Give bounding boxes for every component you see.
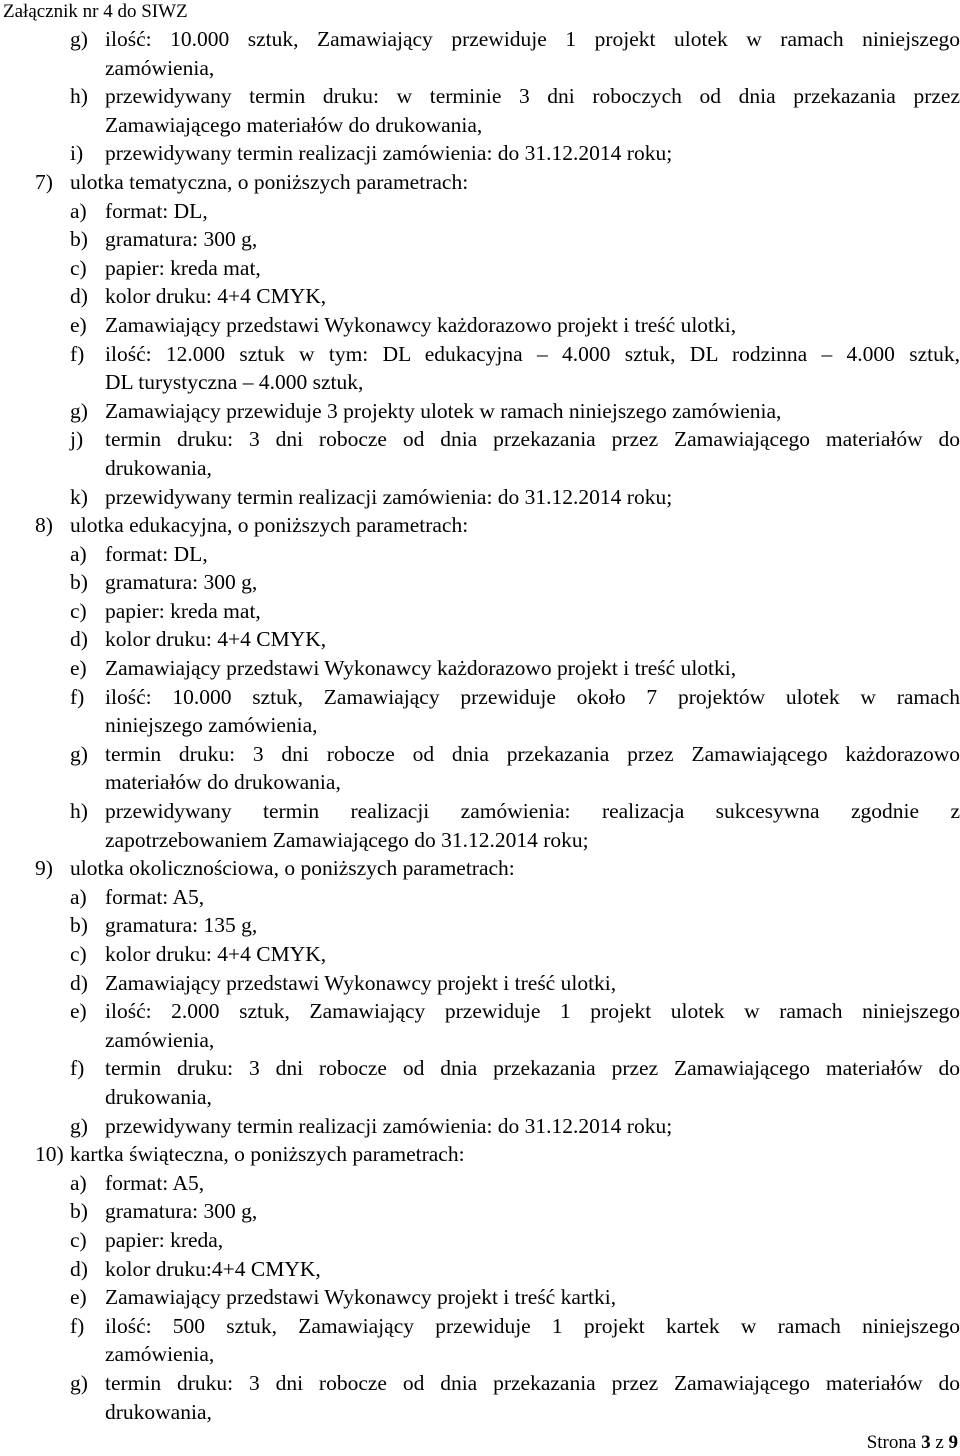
list-item-label: d) bbox=[70, 970, 88, 995]
list-item bbox=[0, 740, 960, 769]
list-item bbox=[0, 997, 960, 1026]
list-item-text: ulotka tematyczna, o poniższych parametrach: bbox=[70, 169, 469, 194]
list-item bbox=[0, 597, 960, 626]
list-item-label: h) bbox=[70, 84, 88, 109]
list-item bbox=[0, 25, 960, 54]
list-item bbox=[0, 797, 960, 826]
list-item bbox=[0, 854, 960, 883]
list-item-label: a) bbox=[70, 541, 87, 566]
list-item bbox=[0, 168, 960, 197]
list-item bbox=[0, 911, 960, 940]
list-item-text: kartka świąteczna, o poniższych parametrach: bbox=[70, 1142, 465, 1167]
list-item-text: przewidywany termin realizacji zamówienia: do 31.12.2014 roku; bbox=[105, 141, 673, 166]
footer-total-pages: 9 bbox=[948, 1432, 958, 1453]
list-item bbox=[0, 711, 960, 740]
list-item-text: gramatura: 300 g, bbox=[105, 570, 258, 595]
list-item-text: termin druku: 3 dni robocze od dnia przekazania przez Zamawiającego materiałów do bbox=[105, 1056, 960, 1081]
list-item bbox=[0, 1112, 960, 1141]
list-item bbox=[0, 1255, 960, 1284]
list-item bbox=[0, 540, 960, 569]
list-item bbox=[0, 82, 960, 111]
list-item bbox=[0, 969, 960, 998]
list-item-text: termin druku: 3 dni robocze od dnia przekazania przez Zamawiającego materiałów do bbox=[105, 427, 960, 452]
list-item-label: c) bbox=[70, 255, 87, 280]
list-item-continuation: zapotrzebowaniem Zamawiającego do 31.12.2014 roku; bbox=[105, 827, 589, 852]
footer-page-number: 3 bbox=[921, 1432, 931, 1453]
list-item-label: k) bbox=[70, 484, 88, 509]
list-item-text: termin druku: 3 dni robocze od dnia przekazania przez Zamawiającego każdorazowo bbox=[105, 741, 960, 766]
list-item bbox=[0, 654, 960, 683]
list-item bbox=[0, 111, 960, 140]
list-item-label: g) bbox=[70, 1113, 88, 1138]
list-item-text: Zamawiający przedstawi Wykonawcy każdorazowo projekt i treść ulotki, bbox=[105, 312, 737, 337]
list-item bbox=[0, 340, 960, 369]
list-item-label: b) bbox=[70, 570, 88, 595]
list-item-text: przewidywany termin realizacji zamówienia: do 31.12.2014 roku; bbox=[105, 1113, 673, 1138]
list-item-text: przewidywany termin realizacji zamówienia: do 31.12.2014 roku; bbox=[105, 484, 673, 509]
list-item-continuation: zamówienia, bbox=[105, 55, 215, 80]
list-item bbox=[0, 1083, 960, 1112]
list-item bbox=[0, 1369, 960, 1398]
list-item bbox=[0, 1283, 960, 1312]
footer-prefix: Strona bbox=[866, 1432, 922, 1453]
list-item-text: Zamawiający przedstawi Wykonawcy projekt i treść ulotki, bbox=[105, 970, 617, 995]
list-item bbox=[0, 54, 960, 83]
list-item-label: f) bbox=[70, 1313, 85, 1338]
list-item bbox=[0, 883, 960, 912]
list-item-text: Zamawiający przedstawi Wykonawcy projekt i treść kartki, bbox=[105, 1285, 617, 1310]
list-item-text: kolor druku:4+4 CMYK, bbox=[105, 1256, 321, 1281]
list-item-text: papier: kreda, bbox=[105, 1227, 224, 1252]
list-item-continuation: materiałów do drukowania, bbox=[105, 770, 341, 795]
list-item-label: a) bbox=[70, 198, 87, 223]
list-item-text: ilość: 12.000 sztuk w tym: DL edukacyjna – 4.000 sztuk, DL rodzinna – 4.000 sztuk, bbox=[105, 341, 960, 366]
list-item-continuation: Zamawiającego materiałów do drukowania, bbox=[105, 112, 483, 137]
list-item bbox=[0, 1340, 960, 1369]
list-item-text: przewidywany termin realizacji zamówienia: realizacja sukcesywna zgodnie z bbox=[105, 799, 960, 824]
list-item-text: przewidywany termin druku: w terminie 3 dni roboczych od dnia przekazania przez bbox=[105, 84, 960, 109]
list-item bbox=[0, 1226, 960, 1255]
list-item bbox=[0, 483, 960, 512]
list-item bbox=[0, 568, 960, 597]
list-item bbox=[0, 425, 960, 454]
list-item-label: e) bbox=[70, 999, 87, 1024]
list-item-text: format: DL, bbox=[105, 541, 208, 566]
list-item-label: g) bbox=[70, 27, 88, 51]
list-item-text: ilość: 2.000 sztuk, Zamawiający przewiduje 1 projekt ulotek w ramach niniejszego bbox=[105, 999, 960, 1024]
list-item-continuation: drukowania, bbox=[105, 1399, 212, 1424]
list-item bbox=[0, 1026, 960, 1055]
list-item-continuation: drukowania, bbox=[105, 455, 212, 480]
list-item-label: f) bbox=[70, 1056, 85, 1081]
list-item bbox=[0, 1312, 960, 1341]
list-item-label: g) bbox=[70, 1370, 88, 1395]
list-item-label: b) bbox=[70, 1199, 88, 1224]
list-item-text: ulotka edukacyjna, o poniższych parametrach: bbox=[70, 513, 469, 538]
list-item-label: c) bbox=[70, 1227, 87, 1252]
list-item-label: d) bbox=[70, 1256, 88, 1281]
list-item-label: e) bbox=[70, 1285, 87, 1310]
list-item-text: ilość: 10.000 sztuk, Zamawiający przewiduje około 7 projektów ulotek w ramach bbox=[105, 684, 960, 709]
list-item bbox=[0, 768, 960, 797]
list-item-text: papier: kreda mat, bbox=[105, 598, 261, 623]
list-item-continuation: zamówienia, bbox=[105, 1342, 215, 1367]
list-item-label: j) bbox=[70, 427, 84, 452]
list-item-text: ilość: 500 sztuk, Zamawiający przewiduje 1 projekt kartek w ramach niniejszego bbox=[105, 1313, 960, 1338]
list-item-label: a) bbox=[70, 884, 87, 909]
document-header: Załącznik nr 4 do SIWZ bbox=[3, 1, 188, 22]
list-item-label: c) bbox=[70, 942, 87, 966]
list-item-text: kolor druku: 4+4 CMYK, bbox=[105, 284, 327, 309]
list-item bbox=[0, 940, 960, 969]
list-item-text: gramatura: 300 g, bbox=[105, 1199, 258, 1224]
list-item-text: kolor druku: 4+4 CMYK, bbox=[105, 942, 327, 966]
list-item bbox=[0, 511, 960, 540]
list-item-label: i) bbox=[70, 141, 84, 166]
list-item bbox=[0, 368, 960, 397]
list-item-continuation: drukowania, bbox=[105, 1084, 212, 1109]
list-item-label: e) bbox=[70, 312, 87, 337]
list-item-text: kolor druku: 4+4 CMYK, bbox=[105, 627, 327, 652]
list-item-text: gramatura: 135 g, bbox=[105, 913, 258, 938]
list-item-label: b) bbox=[70, 227, 88, 252]
list-item-text: termin druku: 3 dni robocze od dnia przekazania przez Zamawiającego materiałów do bbox=[105, 1370, 960, 1395]
list-item-text: gramatura: 300 g, bbox=[105, 227, 258, 252]
list-item-label: 10) bbox=[35, 1142, 64, 1167]
list-item-label: f) bbox=[70, 684, 85, 709]
list-item-text: format: A5, bbox=[105, 884, 205, 909]
list-item bbox=[0, 1140, 960, 1169]
list-item-label: g) bbox=[70, 398, 88, 423]
list-item-label: d) bbox=[70, 284, 88, 309]
list-item bbox=[0, 397, 960, 426]
list-item bbox=[0, 1169, 960, 1198]
list-item bbox=[0, 454, 960, 483]
list-item-label: c) bbox=[70, 598, 87, 623]
list-item bbox=[0, 139, 960, 168]
list-item bbox=[0, 311, 960, 340]
list-item bbox=[0, 282, 960, 311]
list-item-text: format: A5, bbox=[105, 1170, 205, 1195]
list-item bbox=[0, 1398, 960, 1427]
list-item-text: Zamawiający przewiduje 3 projekty ulotek w ramach niniejszego zamówienia, bbox=[105, 398, 782, 423]
list-item-label: f) bbox=[70, 341, 85, 366]
list-item-label: e) bbox=[70, 656, 87, 681]
list-item bbox=[0, 197, 960, 226]
list-item-label: g) bbox=[70, 741, 88, 766]
footer-mid: z bbox=[930, 1432, 949, 1453]
list-item bbox=[0, 254, 960, 283]
list-item bbox=[0, 826, 960, 855]
list-item-label: 8) bbox=[35, 513, 53, 538]
list-item-continuation: niniejszego zamówienia, bbox=[105, 713, 318, 738]
list-item-label: 7) bbox=[35, 169, 53, 194]
list-item-label: d) bbox=[70, 627, 88, 652]
list-item-text: format: DL, bbox=[105, 198, 208, 223]
list-item bbox=[0, 225, 960, 254]
list-item-continuation: DL turystyczna – 4.000 sztuk, bbox=[105, 370, 364, 395]
list-item-label: b) bbox=[70, 913, 88, 938]
list-item-text: ilość: 10.000 sztuk, Zamawiający przewiduje 1 projekt ulotek w ramach niniejszego bbox=[105, 27, 960, 51]
list-item-label: a) bbox=[70, 1170, 87, 1195]
list-item bbox=[0, 1054, 960, 1083]
list-item-text: ulotka okolicznościowa, o poniższych parametrach: bbox=[70, 856, 515, 881]
document-body bbox=[0, 25, 960, 1426]
list-item bbox=[0, 1197, 960, 1226]
list-item-text: papier: kreda mat, bbox=[105, 255, 261, 280]
list-item-label: 9) bbox=[35, 856, 53, 881]
page-footer bbox=[867, 1432, 958, 1454]
list-item bbox=[0, 683, 960, 712]
list-item-text: Zamawiający przedstawi Wykonawcy każdorazowo projekt i treść ulotki, bbox=[105, 656, 737, 681]
list-item-label: h) bbox=[70, 799, 88, 824]
list-item-continuation: zamówienia, bbox=[105, 1027, 215, 1052]
list-item bbox=[0, 625, 960, 654]
